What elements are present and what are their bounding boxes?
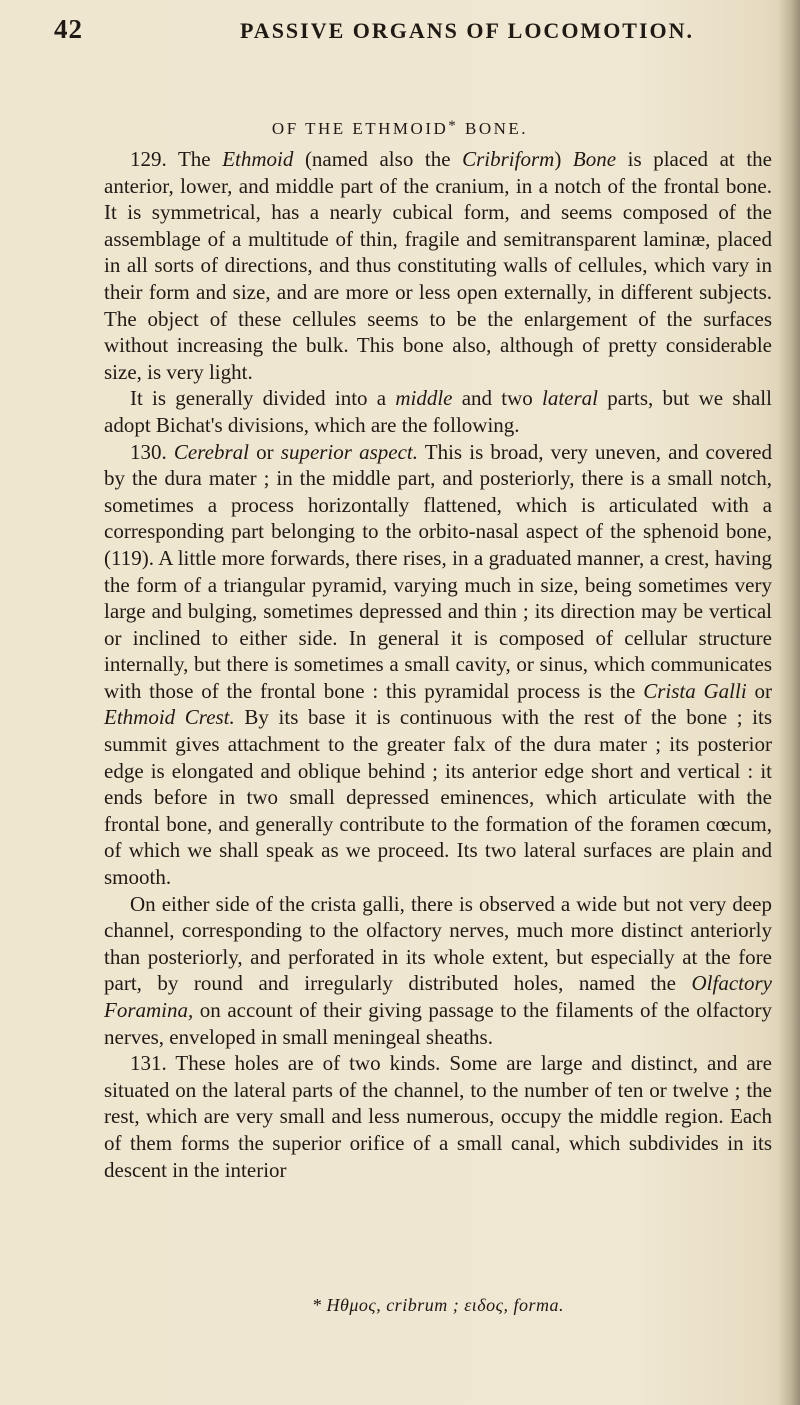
footnote-marker: * [448,118,459,134]
page-number: 42 [54,14,83,44]
paragraph [104,146,772,385]
text-run: on account of their giving passage to the filaments of the olfactory nerves, enveloped in small meningeal sheaths. [104,998,772,1049]
footnote: * Ηθμος, cribrum ; ειδος, forma. [312,1295,564,1315]
text-run: is placed at the anterior, lower, and middle part of the cranium, in a notch of the frontal bone. It is symmetrical, has a nearly cubical form, and seems composed of the assemblage of a multitude of thin, fragile and semitransparent laminæ, placed in all sorts of directions, and thus constituting walls of cellules, which vary in their form and size, and are more or less open externally, in different subjects. The object of these cellules seems to be the enlargement of the surfaces without increasing the bulk. This bone also, although of pretty considerable size, is very light. [104,147,772,384]
body-text [104,146,772,1183]
italic-term: Ethmoid [222,147,294,171]
italic-term: Crista Galli [643,678,747,703]
running-header [54,14,744,54]
italic-term: Bone [572,147,617,171]
italic-term: Olfactory Foramina, [104,971,772,1022]
text-run: It is generally divided into a [130,386,396,411]
text-run [167,440,174,464]
italic-term: lateral [542,386,598,411]
text-run: ) [554,147,573,171]
paragraph [104,891,772,1051]
text-run: and two [452,386,542,411]
text-run: The [166,147,223,171]
paragraph [104,385,772,438]
text-run: On either side of the crista galli, there is observed a wide but not very deep channel, corresponding to the olfactory nerves, much more distinct anteriorly than posteriorly, and perforated in its whole extent, but especially at the fore part, by round and irregularly distributed holes, named the [104,891,772,996]
paragraph [104,1050,772,1183]
paragraph-number: 129. [130,147,167,171]
section-title-end: BONE. [465,119,529,138]
text-run: parts, but we shall adopt Bichat's divisions, which are the following. [104,386,772,437]
paragraph [104,439,772,891]
italic-term: middle [395,386,453,411]
paragraph-number: 130. [130,439,167,464]
text-run: or [746,678,772,703]
text-run: or [248,439,281,464]
italic-term: Cribriform [462,147,555,171]
italic-term: superior aspect. [280,439,418,464]
running-title: PASSIVE ORGANS OF LOCOMOTION. [240,18,695,43]
text-run: These holes are of two kinds. Some are large and distinct, and are situated on the lateral parts of the channel, to the number of ten or twelve ; the rest, which are very small and less numerous, occupy the middle region. Each of them forms the superior orifice of a small canal, which subdivides in its descent in the interior [104,1051,772,1182]
italic-term: Ethmoid Crest. [104,705,235,730]
section-title-text: OF THE ETHMOID [271,119,449,138]
page-edge-shadow [778,0,800,1405]
text-run: By its base it is continuous with the rest of the bone ; its summit gives attachment to the greater falx of the dura mater ; its posterior edge is elongated and oblique behind ; its anterior edge short and vertical : it ends before in two small depressed eminences, which articulate with the frontal bone, and generally contribute to the formation of the foramen cœcum, of which we shall speak as we proceed. Its two lateral surfaces are plain and smooth. [104,705,773,890]
section-title [0,118,800,139]
paragraph-number: 131. [130,1051,167,1076]
text-run: (named also the [293,147,463,171]
text-run: This is broad, very uneven, and covered by the dura mater ; in the middle part, and posteriorly, there is a small notch, sometimes a process horizontally flattened, which is articulated with a corresponding part belonging to the orbito-nasal aspect of the sphenoid bone, (119). A little more forwards, there rises, in a graduated manner, a crest, having the form of a triangular pyramid, varying much in size, being sometimes very large and bulging, sometimes depressed and thin ; its direction may be vertical or inclined to either side. In general it is composed of cellular structure internally, but there is sometimes a small cavity, or sinus, which communicates with those of the frontal bone : this pyramidal process is the [104,439,773,703]
italic-term: Cerebral [173,439,249,464]
